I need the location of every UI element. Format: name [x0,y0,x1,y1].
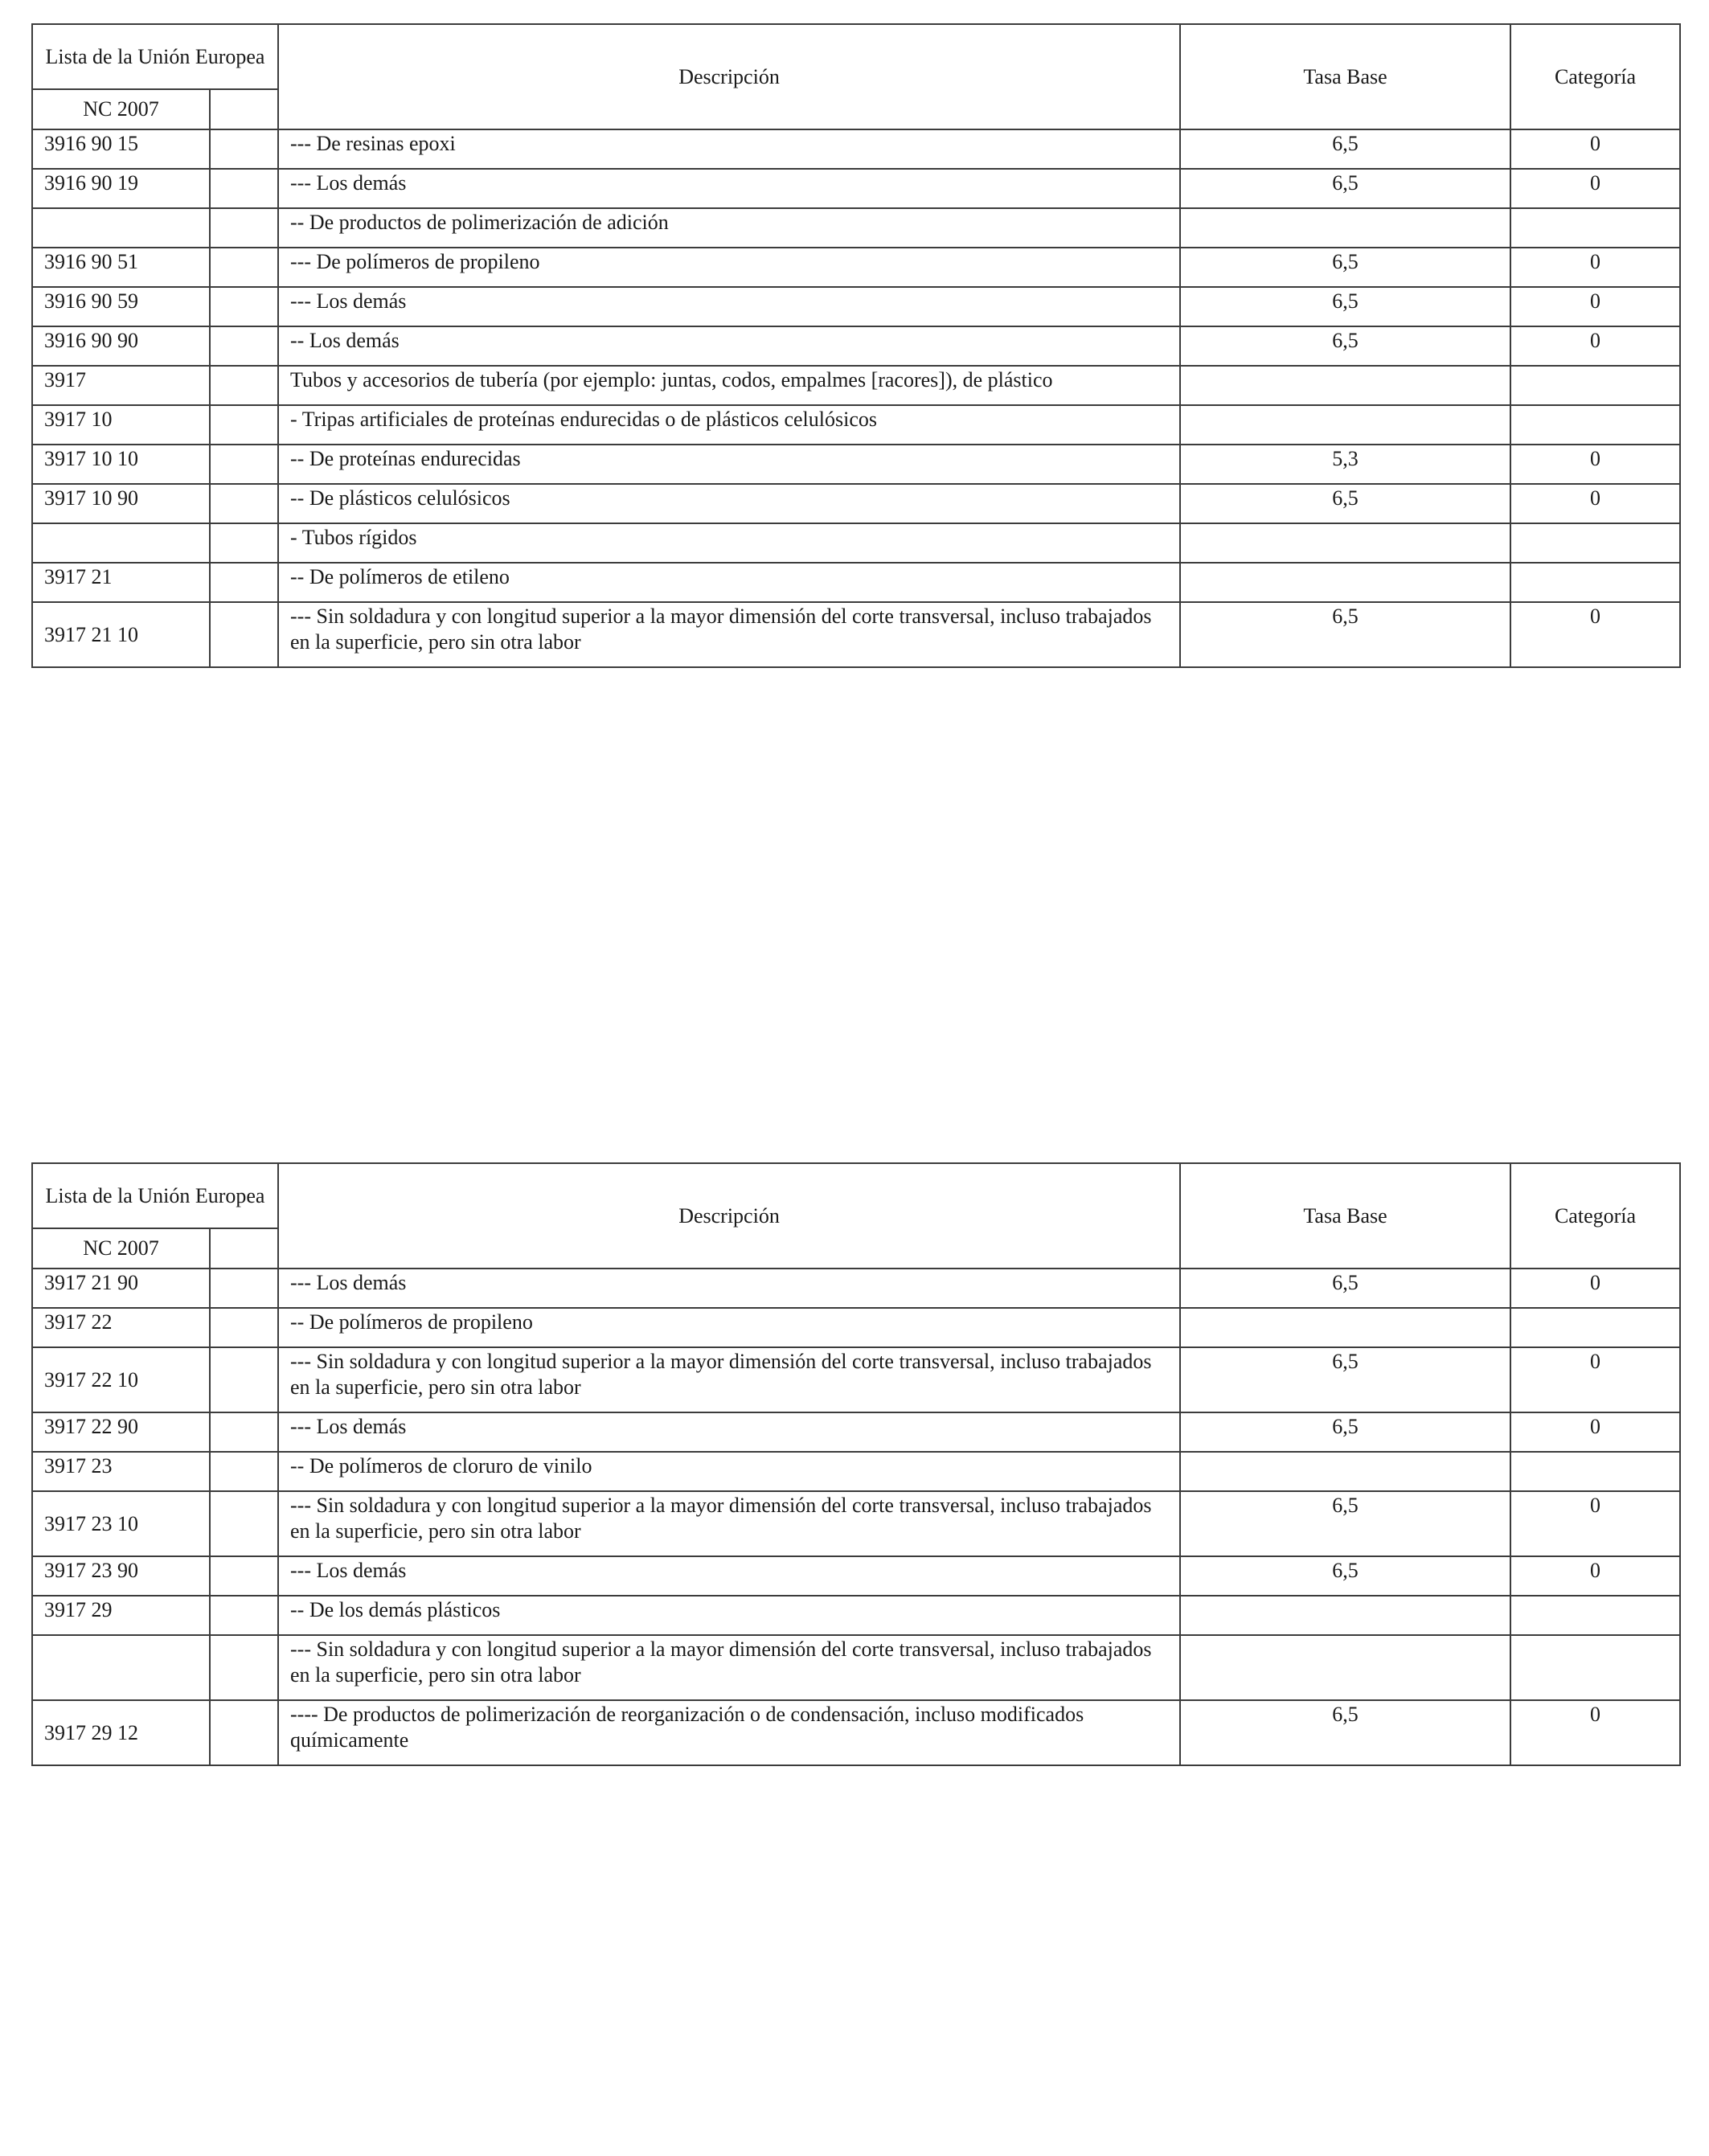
header-lista: Lista de la Unión Europea [32,24,278,89]
description-cell: ---- De productos de polimerización de reorganización o de condensación, incluso modificados químicamente [278,1700,1180,1765]
table-row [32,1700,1680,1765]
code-cell [32,208,210,248]
code-cell: 3916 90 59 [32,287,210,326]
header-descripcion: Descripción [278,1163,1180,1269]
table-row [32,1308,1680,1347]
tasa-base-cell: 6,5 [1180,1412,1510,1452]
description-cell: -- De proteínas endurecidas [278,445,1180,484]
table-row [32,1412,1680,1452]
spacer-cell [210,1412,278,1452]
table-row [32,248,1680,287]
tasa-base-cell: 6,5 [1180,326,1510,366]
spacer-cell [210,1347,278,1412]
categoria-cell: 0 [1510,445,1680,484]
description-cell: --- Los demás [278,1556,1180,1596]
code-cell: 3917 22 [32,1308,210,1347]
spacer-cell [210,405,278,445]
tariff-table-1 [31,23,1681,668]
code-cell: 3917 10 10 [32,445,210,484]
table-row [32,1491,1680,1556]
spacer-cell [210,1556,278,1596]
code-cell: 3916 90 51 [32,248,210,287]
table-row [32,208,1680,248]
tasa-base-cell [1180,405,1510,445]
spacer-cell [210,484,278,523]
tasa-base-cell: 6,5 [1180,169,1510,208]
header-tasa-base: Tasa Base [1180,1163,1510,1269]
description-cell: -- De productos de polimerización de adición [278,208,1180,248]
tasa-base-cell [1180,1596,1510,1635]
table-row [32,129,1680,169]
spacer-cell [210,445,278,484]
code-cell: 3917 10 90 [32,484,210,523]
spacer-cell [210,1452,278,1491]
code-cell: 3917 23 [32,1452,210,1491]
spacer-cell [210,326,278,366]
code-cell: 3917 23 10 [32,1491,210,1556]
description-cell: - Tubos rígidos [278,523,1180,563]
table-row [32,1635,1680,1700]
categoria-cell [1510,1596,1680,1635]
description-cell: --- Los demás [278,1269,1180,1308]
categoria-cell: 0 [1510,602,1680,667]
tasa-base-cell: 6,5 [1180,1269,1510,1308]
header-empty-cell [210,1228,278,1269]
spacer-cell [210,287,278,326]
categoria-cell: 0 [1510,169,1680,208]
table-row [32,366,1680,405]
table-row [32,1269,1680,1308]
categoria-cell: 0 [1510,1347,1680,1412]
tasa-base-cell: 6,5 [1180,602,1510,667]
code-cell: 3916 90 90 [32,326,210,366]
tasa-base-cell [1180,1635,1510,1700]
table-row [32,602,1680,667]
table-row [32,1347,1680,1412]
categoria-cell [1510,523,1680,563]
categoria-cell: 0 [1510,484,1680,523]
description-cell: --- Los demás [278,169,1180,208]
description-cell: Tubos y accesorios de tubería (por ejemplo: juntas, codos, empalmes [racores]), de plástico [278,366,1180,405]
tasa-base-cell [1180,1308,1510,1347]
spacer-cell [210,208,278,248]
description-cell: --- Los demás [278,287,1180,326]
tasa-base-cell: 6,5 [1180,287,1510,326]
header-empty-cell [210,89,278,129]
spacer-cell [210,563,278,602]
spacer-cell [210,129,278,169]
tasa-base-cell: 6,5 [1180,484,1510,523]
categoria-cell: 0 [1510,129,1680,169]
spacer-cell [210,366,278,405]
table-row [32,563,1680,602]
description-cell: -- Los demás [278,326,1180,366]
categoria-cell [1510,405,1680,445]
spacer-cell [210,169,278,208]
categoria-cell: 0 [1510,1556,1680,1596]
tariff-table-2 [31,1162,1681,1766]
code-cell: 3917 21 10 [32,602,210,667]
categoria-cell [1510,208,1680,248]
description-cell: --- De resinas epoxi [278,129,1180,169]
table-row [32,523,1680,563]
spacer-cell [210,523,278,563]
tasa-base-cell: 6,5 [1180,1491,1510,1556]
categoria-cell [1510,563,1680,602]
table-row [32,484,1680,523]
tasa-base-cell: 5,3 [1180,445,1510,484]
spacer-cell [210,1700,278,1765]
description-cell: -- De los demás plásticos [278,1596,1180,1635]
code-cell: 3917 [32,366,210,405]
code-cell [32,523,210,563]
categoria-cell: 0 [1510,326,1680,366]
categoria-cell: 0 [1510,248,1680,287]
table-row [32,405,1680,445]
categoria-cell: 0 [1510,287,1680,326]
categoria-cell: 0 [1510,1491,1680,1556]
header-lista: Lista de la Unión Europea [32,1163,278,1228]
header-categoria: Categoría [1510,24,1680,129]
description-cell: - Tripas artificiales de proteínas endurecidas o de plásticos celulósicos [278,405,1180,445]
spacer-cell [210,1491,278,1556]
tasa-base-cell [1180,208,1510,248]
description-cell: --- Sin soldadura y con longitud superior a la mayor dimensión del corte transversal, incluso trabajados en la superficie, pero sin otra labor [278,1347,1180,1412]
tasa-base-cell: 6,5 [1180,1347,1510,1412]
code-cell: 3916 90 19 [32,169,210,208]
description-cell: -- De polímeros de etileno [278,563,1180,602]
tasa-base-cell [1180,523,1510,563]
tasa-base-cell: 6,5 [1180,1700,1510,1765]
code-cell: 3917 10 [32,405,210,445]
categoria-cell [1510,1635,1680,1700]
tasa-base-cell: 6,5 [1180,248,1510,287]
description-cell: --- De polímeros de propileno [278,248,1180,287]
header-row [32,24,1680,89]
table-row [32,1596,1680,1635]
code-cell: 3917 23 90 [32,1556,210,1596]
categoria-cell [1510,366,1680,405]
tasa-base-cell [1180,1452,1510,1491]
tariff-table-1-body [32,24,1680,667]
categoria-cell: 0 [1510,1412,1680,1452]
tasa-base-cell [1180,563,1510,602]
description-cell: -- De polímeros de propileno [278,1308,1180,1347]
spacer-cell [210,1269,278,1308]
categoria-cell [1510,1452,1680,1491]
code-cell: 3917 22 90 [32,1412,210,1452]
header-descripcion: Descripción [278,24,1180,129]
spacer-cell [210,602,278,667]
categoria-cell: 0 [1510,1269,1680,1308]
table-row [32,445,1680,484]
code-cell: 3917 29 [32,1596,210,1635]
description-cell: -- De polímeros de cloruro de vinilo [278,1452,1180,1491]
code-cell: 3917 29 12 [32,1700,210,1765]
code-cell [32,1635,210,1700]
spacer-cell [210,1308,278,1347]
description-cell: -- De plásticos celulósicos [278,484,1180,523]
header-nc-2007: NC 2007 [32,1228,210,1269]
categoria-cell: 0 [1510,1700,1680,1765]
code-cell: 3916 90 15 [32,129,210,169]
tariff-table-2-body [32,1163,1680,1765]
code-cell: 3917 22 10 [32,1347,210,1412]
categoria-cell [1510,1308,1680,1347]
tasa-base-cell: 6,5 [1180,129,1510,169]
tasa-base-cell [1180,366,1510,405]
header-tasa-base: Tasa Base [1180,24,1510,129]
code-cell: 3917 21 90 [32,1269,210,1308]
spacer-cell [210,1596,278,1635]
description-cell: --- Los demás [278,1412,1180,1452]
tasa-base-cell: 6,5 [1180,1556,1510,1596]
table-row [32,1452,1680,1491]
description-cell: --- Sin soldadura y con longitud superior a la mayor dimensión del corte transversal, incluso trabajados en la superficie, pero sin otra labor [278,1491,1180,1556]
spacer-cell [210,1635,278,1700]
description-cell: --- Sin soldadura y con longitud superior a la mayor dimensión del corte transversal, incluso trabajados en la superficie, pero sin otra labor [278,1635,1180,1700]
table-row [32,287,1680,326]
description-cell: --- Sin soldadura y con longitud superior a la mayor dimensión del corte transversal, incluso trabajados en la superficie, pero sin otra labor [278,602,1180,667]
table-row [32,1556,1680,1596]
table-row [32,169,1680,208]
table-row [32,326,1680,366]
spacer-cell [210,248,278,287]
header-categoria: Categoría [1510,1163,1680,1269]
code-cell: 3917 21 [32,563,210,602]
header-row [32,1163,1680,1228]
header-nc-2007: NC 2007 [32,89,210,129]
